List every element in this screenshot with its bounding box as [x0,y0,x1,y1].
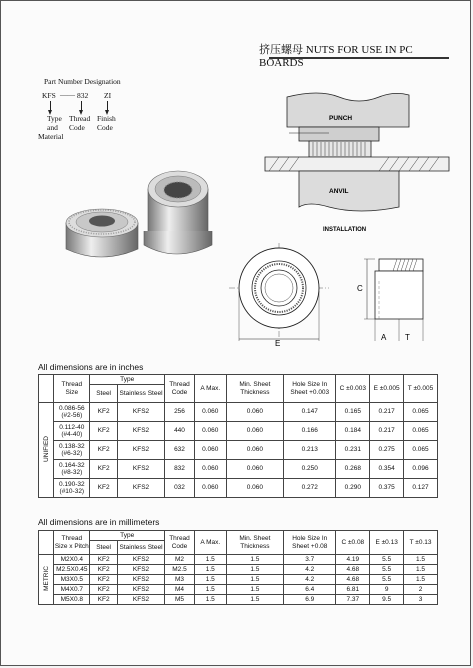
metric-head-e: E ±0.13 [370,531,404,555]
metric-cell-size: M3X0.5 [54,575,90,585]
inches-cell-a: 0.060 [194,403,226,422]
small-nut [66,209,138,257]
inches-cell-stainless: KFS2 [117,403,164,422]
inches-cell-stainless: KFS2 [117,422,164,441]
metric-cell-sheet: 1.5 [226,595,283,605]
metric-cell-hole: 6.4 [284,585,336,595]
metric-cell-stainless: KFS2 [117,585,164,595]
label-material: Material [38,132,64,141]
metric-cell-size: M2.5X0.45 [54,565,90,575]
punch-label: PUNCH [329,115,353,122]
metric-cell-c: 4.68 [336,575,370,585]
inches-cell-size: 0.190-32 (#10-32) [54,479,90,498]
metric-cell-c: 4.68 [336,565,370,575]
metric-cell-hole: 6.9 [284,595,336,605]
inches-cell-e: 0.354 [370,460,404,479]
anvil-label: ANVIL [329,188,349,195]
anvil-block [299,171,399,211]
inches-cell-c: 0.165 [336,403,370,422]
inches-cell-code: 832 [165,460,195,479]
inches-cell-sheet: 0.060 [226,403,283,422]
inches-cell-steel: KF2 [90,403,118,422]
metric-cell-size: M4X0.7 [54,585,90,595]
inches-cell-steel: KF2 [90,460,118,479]
inches-head-hole: Hole Size In Sheet +0.003 [284,375,336,403]
inches-cell-a: 0.060 [194,441,226,460]
inches-cell-e: 0.375 [370,479,404,498]
metric-cell-t: 1.5 [404,575,438,585]
inches-cell-t: 0.065 [404,422,438,441]
inches-cell-hole: 0.272 [284,479,336,498]
metric-cell-size: M5X0.8 [54,595,90,605]
part-code-dash: —— [60,90,75,99]
inches-table-row [39,403,438,422]
metric-cell-code: M3 [165,575,195,585]
metric-head-t: T ±0.13 [404,531,438,555]
metric-head-stainless: Stainless Steel [117,541,164,555]
inches-cell-c: 0.184 [336,422,370,441]
metric-cell-sheet: 1.5 [226,555,283,565]
metric-cell-e: 9 [370,585,404,595]
metric-table-row [39,575,438,585]
metric-head-min-sheet: Min. Sheet Thickness [226,531,283,555]
metric-cell-e: 5.5 [370,575,404,585]
metric-section-title: All dimensions are in millimeters [38,517,160,527]
metric-cell-c: 7.37 [336,595,370,605]
metric-table-row [39,565,438,575]
metric-table [38,530,438,605]
inches-cell-a: 0.060 [194,422,226,441]
large-nut [144,171,212,254]
part-code-type: KFS [42,91,56,100]
inches-cell-t: 0.065 [404,441,438,460]
header-rule [269,57,449,59]
inches-cell-sheet: 0.060 [226,441,283,460]
metric-cell-a: 1.5 [194,555,226,565]
dimension-c-label: C [357,284,363,293]
metric-cell-t: 3 [404,595,438,605]
metric-cell-steel: KF2 [90,585,118,595]
inches-table-row [39,441,438,460]
part-number-heading: Part Number Designation [44,77,121,86]
inches-side-label: UNIFIED [39,403,54,498]
inches-cell-e: 0.217 [370,422,404,441]
label-finish-code: Finish Code [97,114,116,132]
inches-cell-hole: 0.250 [284,460,336,479]
inches-cell-t: 0.065 [404,403,438,422]
metric-head-thread-size: Thread Size x Pitch [54,531,90,555]
metric-cell-t: 1.5 [404,555,438,565]
arrow-type [50,101,51,111]
metric-cell-code: M4 [165,585,195,595]
metric-cell-steel: KF2 [90,565,118,575]
inches-head-t: T ±0.005 [404,375,438,403]
metric-cell-sheet: 1.5 [226,585,283,595]
installation-drawing [259,89,459,239]
metric-cell-a: 1.5 [194,565,226,575]
metric-cell-sheet: 1.5 [226,565,283,575]
metric-cell-a: 1.5 [194,575,226,585]
dimension-e-label: E [275,339,281,348]
metric-head-thread-code: Thread Code [165,531,195,555]
metric-cell-stainless: KFS2 [117,555,164,565]
inches-head-thread-code: Thread Code [165,375,195,403]
metric-cell-hole: 3.7 [284,555,336,565]
inches-cell-code: 440 [165,422,195,441]
inches-cell-hole: 0.213 [284,441,336,460]
dimension-drawing [229,241,454,351]
inches-cell-hole: 0.147 [284,403,336,422]
metric-cell-e: 9.5 [370,595,404,605]
inches-table-row [39,479,438,498]
inches-cell-sheet: 0.060 [226,479,283,498]
inches-cell-size: 0.164-32 (#8-32) [54,460,90,479]
inches-cell-sheet: 0.060 [226,422,283,441]
inches-cell-sheet: 0.060 [226,460,283,479]
inches-cell-a: 0.060 [194,460,226,479]
metric-cell-size: M2X0.4 [54,555,90,565]
metric-cell-stainless: KFS2 [117,575,164,585]
inches-cell-size: 0.086-56 (#2-56) [54,403,90,422]
inches-head-a: A Max. [194,375,226,403]
inches-cell-code: 256 [165,403,195,422]
metric-cell-t: 2 [404,585,438,595]
inches-cell-c: 0.268 [336,460,370,479]
metric-cell-code: M2.5 [165,565,195,575]
metric-cell-c: 6.81 [336,585,370,595]
inches-cell-hole: 0.166 [284,422,336,441]
arrow-finish [107,101,108,111]
arrow-thread [81,101,82,111]
inches-cell-code: 632 [165,441,195,460]
dimension-a-label: A [381,333,387,342]
metric-cell-c: 4.19 [336,555,370,565]
installation-caption: INSTALLATION [323,227,367,233]
inches-head-type: Type [90,375,165,385]
inches-cell-stainless: KFS2 [117,460,164,479]
metric-table-row [39,595,438,605]
dimension-t-label: T [405,333,410,342]
page-header [259,41,449,69]
inches-cell-c: 0.231 [336,441,370,460]
inches-cell-steel: KF2 [90,422,118,441]
metric-cell-stainless: KFS2 [117,565,164,575]
inches-cell-steel: KF2 [90,479,118,498]
inches-cell-e: 0.275 [370,441,404,460]
nuts-photo [56,161,231,276]
inches-cell-t: 0.096 [404,460,438,479]
side-view [357,259,423,342]
metric-side-label: METRIC [39,555,54,605]
inches-table-row [39,422,438,441]
metric-table-row [39,555,438,565]
inches-head-min-sheet: Min. Sheet Thickness [226,375,283,403]
metric-cell-code: M5 [165,595,195,605]
inches-head-c: C ±0.003 [336,375,370,403]
inches-table-row [39,460,438,479]
metric-cell-steel: KF2 [90,575,118,585]
label-thread-code: Thread Code [69,114,91,132]
inches-table [38,374,438,498]
inches-head-steel: Steel [90,385,118,403]
metric-cell-hole: 4.2 [284,565,336,575]
part-code-thread: 832 [77,91,89,100]
metric-cell-t: 1.5 [404,565,438,575]
inches-cell-a: 0.060 [194,479,226,498]
inches-cell-t: 0.127 [404,479,438,498]
inches-section-title: All dimensions are in inches [38,362,144,372]
inches-cell-c: 0.290 [336,479,370,498]
inches-head-thread-size: Thread Size [54,375,90,403]
metric-head-hole: Hole Size In Sheet +0.08 [284,531,336,555]
inches-cell-stainless: KFS2 [117,479,164,498]
inches-cell-code: 032 [165,479,195,498]
top-view [229,243,329,348]
inches-head-e: E ±0.005 [370,375,404,403]
metric-cell-e: 5.5 [370,565,404,575]
metric-head-a: A Max. [194,531,226,555]
metric-table-row [39,585,438,595]
inches-cell-size: 0.112-40 (#4-40) [54,422,90,441]
header-title: 挤压螺母 NUTS FOR USE IN PC BOARDS [259,44,413,69]
metric-head-type: Type [90,531,165,541]
inches-head-stainless: Stainless Steel [117,385,164,403]
metric-cell-hole: 4.2 [284,575,336,585]
inches-cell-steel: KF2 [90,441,118,460]
metric-cell-steel: KF2 [90,555,118,565]
metric-cell-steel: KF2 [90,595,118,605]
inches-cell-stainless: KFS2 [117,441,164,460]
metric-cell-code: M2 [165,555,195,565]
part-code-finish: ZI [104,91,112,100]
metric-head-c: C ±0.08 [336,531,370,555]
inches-cell-size: 0.138-32 (#6-32) [54,441,90,460]
metric-cell-e: 5.5 [370,555,404,565]
metric-cell-a: 1.5 [194,585,226,595]
label-type: Type and [47,114,62,132]
metric-cell-sheet: 1.5 [226,575,283,585]
inches-cell-e: 0.217 [370,403,404,422]
metric-cell-stainless: KFS2 [117,595,164,605]
metric-cell-a: 1.5 [194,595,226,605]
metric-head-steel: Steel [90,541,118,555]
